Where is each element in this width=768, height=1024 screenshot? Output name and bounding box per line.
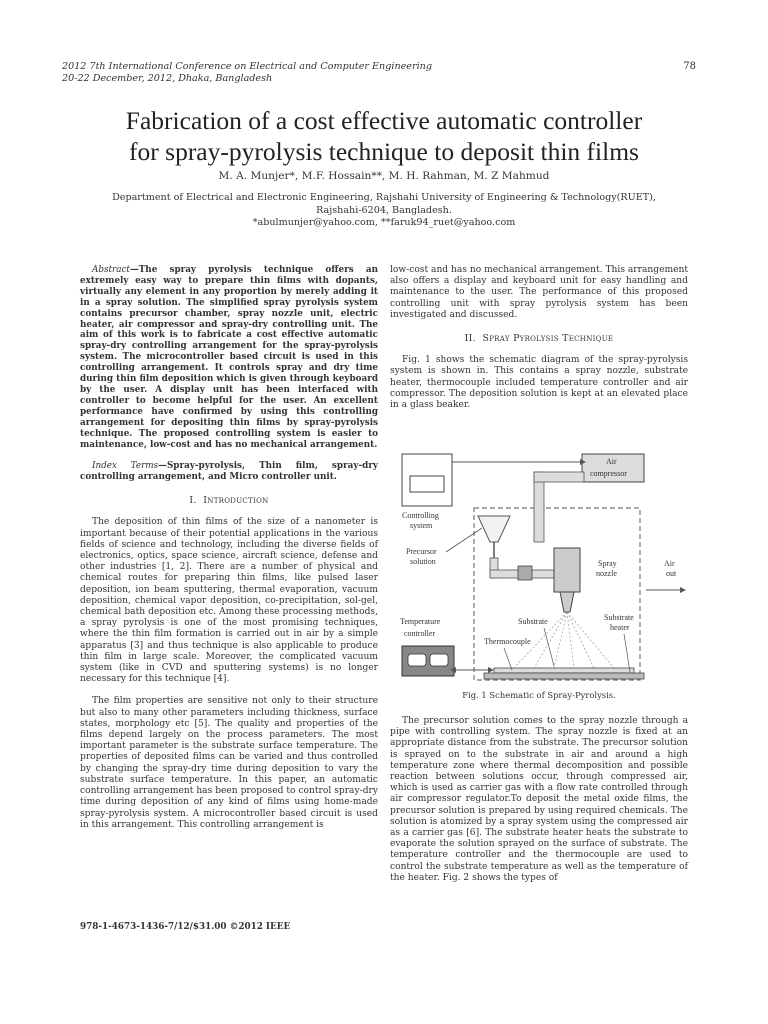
page-number: 78 xyxy=(683,61,696,72)
left-column xyxy=(80,265,378,831)
section-number: II. xyxy=(464,333,476,345)
precursor-pointer xyxy=(446,528,482,552)
air-out-arrowhead xyxy=(680,587,686,593)
authors: M. A. Munjer*, M.F. Hossain**, M. H. Rahman, M. Z Mahmud xyxy=(218,170,550,182)
heater-label-1: Substrate xyxy=(604,613,634,622)
air-pipe-horizontal xyxy=(534,472,584,482)
affiliation-line-2: Rajshahi-6204, Bangladesh. xyxy=(316,204,452,216)
air-compressor-label-1: Air xyxy=(606,457,617,466)
temp-display-1 xyxy=(408,654,426,666)
heater-pointer xyxy=(624,634,630,672)
air-compressor-label-2: compressor xyxy=(590,469,627,478)
precursor-label-2: solution xyxy=(410,557,436,566)
spray-nozzle-body xyxy=(554,548,580,592)
substrate-plate xyxy=(494,668,634,673)
conference-line-2: 20-22 December, 2012, Dhaka, Bangladesh xyxy=(62,73,273,84)
abstract-label: Abstract xyxy=(92,265,130,275)
controlling-display xyxy=(410,476,444,492)
heater-label-2: heater xyxy=(610,623,630,632)
section-heading-spray-pyrolysis xyxy=(390,333,688,344)
spray-pyrolysis-schematic xyxy=(394,446,694,688)
section-number: I. xyxy=(189,495,197,507)
abstract-text: —The spray pyrolysis technique offers an extremely easy way to prepare thin films with dopants, virtually any element in any proportion by merely adding it in a spray solution. The simplified spray pyrolysis system contains precursor chamber, spray nozzle unit, electric heater, air compressor and spray-dry controlling unit. The aim of this work is to fabricate a cost effective automatic spray-dry controlling arrangement for the spray-pyrolysis system. The microcontroller based circuit is used in this controlling arrangement. It controls spray and dry time during thin film deposition which is given through keyboard by the user. A display unit has been interfaced with controller to become helpful for the user. An excellent performance have confirmed by using this controlling arrangement for depositing thin films by spray-pyrolysis technique. The proposed controlling system is easier to maintenance, low-cost and has no mechanical arrangement. xyxy=(80,265,378,450)
section-title: Spray Pyrolysis Technique xyxy=(482,333,614,345)
conference-header xyxy=(62,61,432,85)
precursor-label-1: Precursor xyxy=(406,547,437,556)
valve xyxy=(518,566,532,580)
abstract xyxy=(80,265,378,450)
right-paragraph-1: Fig. 1 shows the schematic diagram of the spray-pyrolysis system is shown in. This contains a spray nozzle, substrate heater, thermocouple included temperature controller and air compressor. The deposition solution is kept at an elevated place in a glass beaker. xyxy=(390,355,688,411)
intro-paragraph-1: The deposition of thin films of the size of a nanometer is important because of their potential applications in the various fields of science and technology, including the diverse fields of electronics, optics, space science, aircraft science, defense and other industries [1, 2]. There are a number of physical and chemical routes for preparing thin films, like pulsed laser deposition, ion beam sputtering, thermal evaporation, vacuum deposition, chemical vapor deposition, co-precipitation, sol-gel, chemical bath deposition etc. Among these processing methods, a spray pyrolysis is one of the most promising techniques, where the thin film formation is carried out in air by a simple apparatus [3] and thus technique is also applicable to produce thin film in large scale. Moreover, the complicated vacuum system (like in CVD and sputtering systems) is no longer necessary for this technique [4]. xyxy=(80,517,378,685)
right-paragraph-2: The precursor solution comes to the spray nozzle through a pipe with controlling system. The spray nozzle is fixed at an appropriate distance from the substrate. The precursor solution is sprayed on to the substrate in air and around a high temperature zone where thermal decomposition and possible reaction between solutions occur, through compressed air, which is used as carrier gas with a flow rate controlled through air compressor regulator.To deposit the metal oxide films, the precursor solution is prepared by using required chemicals. The solution is atomized by a spray system using the compressed air as a carrier gas [6]. The substrate heater heats the substrate to evaporate the solution sprayed on the surface of substrate. The temperature controller and the thermocouple are used to control the substrate temperature as well as the temperature of the heater. Fig. 2 shows the types of xyxy=(390,716,688,883)
affiliation-line-1: Department of Electrical and Electronic Engineering, Rajshahi University of Engineering & Technology(RUET), xyxy=(112,192,656,203)
index-terms xyxy=(80,461,378,483)
substrate-pointer xyxy=(544,628,554,666)
index-terms-text: —Spray-pyrolysis, Thin film, spray-dry controlling arrangement, and Micro controller unit. xyxy=(80,461,378,483)
controlling-label-2: system xyxy=(410,521,433,530)
spray-nozzle-label-2: nozzle xyxy=(596,569,617,578)
thermocouple-label: Thermocouple xyxy=(484,637,531,646)
spray-nozzle-label-1: Spray xyxy=(598,559,617,568)
heater-plate xyxy=(484,673,644,679)
author-emails: *abulmunjer@yahoo.com, **faruk94_ruet@yahoo.com xyxy=(252,217,516,228)
section-title: Introduction xyxy=(203,495,269,507)
right-column-bottom xyxy=(390,716,688,884)
air-out-label-2: out xyxy=(666,569,677,578)
air-pipe-vertical xyxy=(534,472,544,542)
precursor-funnel xyxy=(478,516,510,542)
paper-title xyxy=(40,105,728,167)
temp-wire-arrowhead xyxy=(488,667,494,673)
temp-controller-label-2: controller xyxy=(404,629,436,638)
title-line-1: Fabrication of a cost effective automatic controller xyxy=(125,106,643,135)
temp-display-2 xyxy=(430,654,448,666)
temp-controller-label-1: Temperature xyxy=(400,617,441,626)
right-paragraph-0: low-cost and has no mechanical arrangement. This arrangement also offers a display and keyboard unit for easy handling and maintenance to the user. The performance of this proposed controlling unit with spray pyrolysis system has been investigated and discussed. xyxy=(390,265,688,320)
affiliation xyxy=(100,192,668,230)
figure-caption: Fig. 1 Schematic of Spray-Pyrolysis. xyxy=(462,690,616,700)
section-heading-introduction xyxy=(80,495,378,506)
controlling-label-1: Controlling xyxy=(402,511,439,520)
conference-line-1: 2012 7th International Conference on Electrical and Computer Engineering xyxy=(62,61,432,72)
thermocouple-pointer xyxy=(504,648,512,670)
footer-isbn: 978-1-4673-1436-7/12/$31.00 ©2012 IEEE xyxy=(80,922,291,932)
substrate-label: Substrate xyxy=(518,617,548,626)
air-out-label-1: Air xyxy=(664,559,675,568)
title-line-2: for spray-pyrolysis technique to deposit thin films xyxy=(129,137,639,166)
intro-paragraph-2: The film properties are sensitive not only to their structure but also to many other parameters including thickness, surface states, morphology etc [5]. The quality and properties of the films depend largely on the process parameters. The most important parameter is the substrate surface temperature. The properties of deposited films can be varied and thus controlled by changing the spray-dry time during deposition to vary the substrate surface temperature. In this paper, an automatic controlling arrangement has been proposed to control spray-dry time during deposition of any kind of films using home-made spray-pyrolysis system. A microcontroller based circuit is used in this arrangement. This controlling arrangement is xyxy=(80,696,378,830)
index-terms-label: Index Terms xyxy=(92,461,159,472)
spray-nozzle-tip xyxy=(560,592,574,612)
right-column-top xyxy=(390,265,688,411)
